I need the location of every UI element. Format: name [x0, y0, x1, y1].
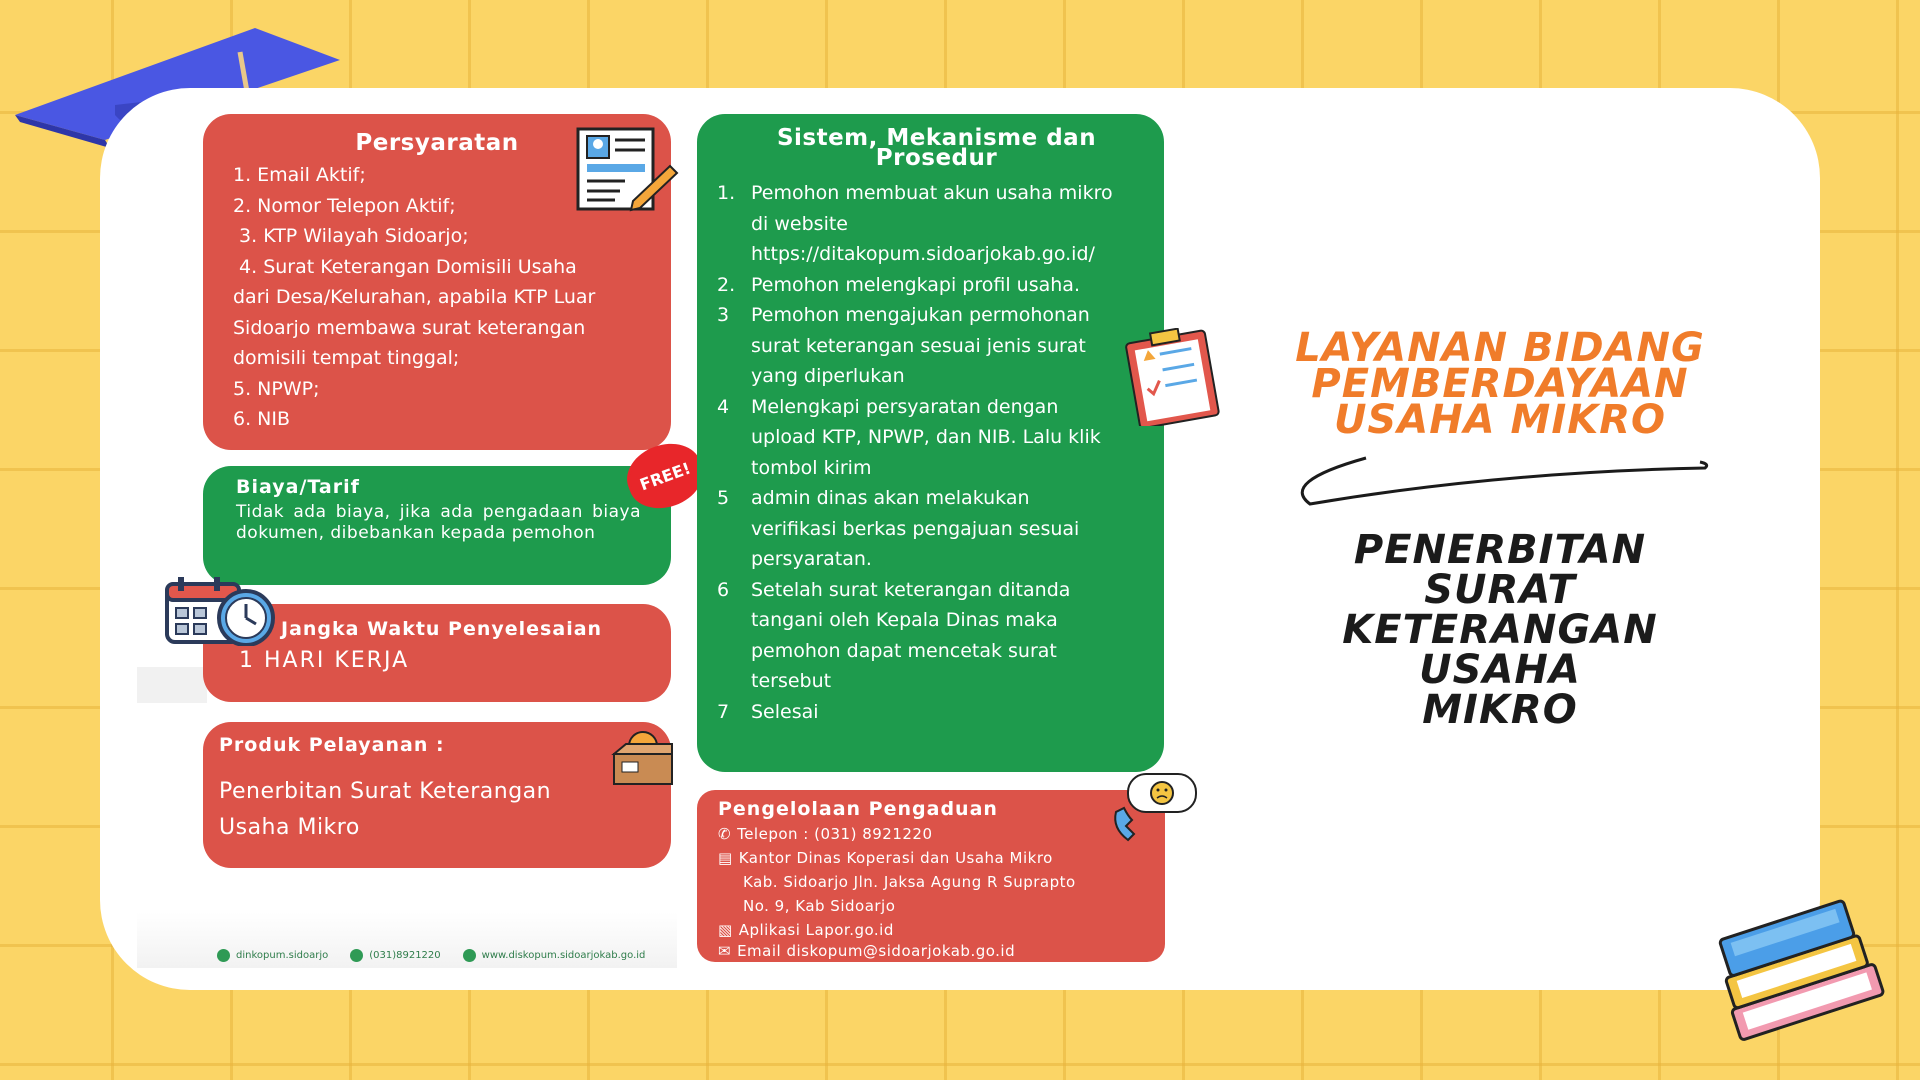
step-number: 5 — [717, 487, 730, 509]
pengaduan-aplikasi-text: Aplikasi Lapor.go.id — [738, 921, 894, 939]
jangka-title: Jangka Waktu Penyelesaian — [281, 618, 603, 640]
sistem-card — [697, 114, 1164, 772]
step-item — [717, 178, 1156, 270]
list-item: 4. Surat Keterangan Domisili Usaha — [233, 255, 577, 278]
instagram-icon — [217, 949, 230, 962]
step-line: tersebut — [751, 670, 832, 692]
step-line: https://ditakopum.sidoarjokab.go.id/ — [751, 243, 1095, 265]
swoosh-underline — [1300, 452, 1710, 512]
step-line: upload KTP, NPWP, dan NIB. Lalu klik — [751, 426, 1101, 448]
biaya-text: Tidak ada biaya, jika ada pengadaan biaya dokumen, dibebankan kepada pemohon — [236, 502, 641, 543]
step-number: 3 — [717, 304, 730, 326]
pengaduan-title: Pengelolaan Pengaduan — [718, 798, 998, 820]
resume-icon — [575, 126, 680, 212]
headline-sub1: PENERBITAN SURAT — [1353, 527, 1647, 613]
headline-sub2: KETERANGAN USAHA — [1342, 607, 1658, 693]
step-number: 4 — [717, 395, 730, 418]
step-line: di website — [751, 212, 848, 235]
biaya-card — [203, 466, 671, 585]
persyaratan-title: Persyaratan — [355, 130, 519, 156]
step-line: pemohon dapat mencetak surat — [751, 639, 1057, 662]
step-number: 6 — [717, 578, 730, 601]
step-line: persyaratan. — [751, 548, 872, 570]
sistem-title: Sistem, Mekanisme dan Prosedur — [776, 125, 1097, 171]
produk-card — [203, 722, 671, 868]
step-line: Pemohon melengkapi profil usaha. — [751, 273, 1080, 296]
list-item: Sidoarjo membawa surat keterangan — [233, 316, 586, 339]
pengaduan-kantor-line3: No. 9, Kab Sidoarjo — [743, 897, 896, 915]
calendar-clock-icon — [164, 574, 282, 646]
step-item — [717, 270, 1156, 301]
produk-title: Produk Pelayanan : — [219, 734, 445, 756]
free-badge-label: FREE! — [637, 458, 693, 494]
list-item: 3. KTP Wilayah Sidoarjo; — [233, 225, 469, 247]
step-line: Setelah surat keterangan ditanda — [751, 578, 1071, 601]
headline-line2: PEMBERDAYAAN — [1311, 361, 1689, 407]
step-number: 2. — [717, 273, 736, 296]
headline-line1: LAYANAN BIDANG — [1295, 325, 1705, 371]
biaya-title: Biaya/Tarif — [236, 476, 360, 498]
step-line: tombol kirim — [751, 456, 872, 479]
whatsapp-icon — [350, 949, 363, 962]
list-item: 5. NPWP; — [233, 377, 320, 400]
step-item — [717, 483, 1156, 575]
pengaduan-telepon — [718, 822, 1155, 846]
pengaduan-email-text: Email diskopum@sidoarjokab.go.id — [737, 942, 1016, 960]
step-line: tangani oleh Kepala Dinas maka — [751, 609, 1058, 631]
pengaduan-kantor-line2: Kab. Sidoarjo Jln. Jaksa Agung R Suprapto — [743, 873, 1076, 891]
step-item — [717, 300, 1156, 392]
phone-chat-icon — [1110, 772, 1200, 846]
phone-icon: ✆ — [718, 825, 732, 843]
document-icon: ▧ — [718, 921, 733, 939]
mail-icon: ✉ — [718, 942, 732, 960]
clipboard-icon — [1122, 328, 1226, 426]
footer-instagram — [217, 949, 328, 962]
building-icon: ▤ — [718, 849, 733, 867]
headline-line3: USAHA MIKRO — [1333, 397, 1667, 443]
headline-title — [1280, 325, 1720, 443]
step-number: 1. — [717, 182, 736, 204]
pengaduan-email — [718, 942, 1155, 960]
list-item: 2. Nomor Telepon Aktif; — [233, 194, 456, 217]
step-line: yang diperlukan — [751, 365, 905, 387]
step-line: verifikasi berkas pengajuan sesuai — [751, 517, 1080, 540]
list-item: 1. Email Aktif; — [233, 164, 366, 186]
pengaduan-aplikasi — [718, 918, 1155, 942]
produk-text: Penerbitan Surat Keterangan Usaha Mikro — [219, 779, 552, 840]
list-item: domisili tempat tinggal; — [233, 347, 460, 369]
footer-phone — [350, 949, 440, 962]
headline-sub3: MIKRO — [1422, 687, 1578, 733]
footer-phone-text: (031)8921220 — [369, 950, 441, 961]
footer-website — [463, 949, 646, 962]
pengaduan-card — [697, 790, 1165, 962]
footer-website-text: www.diskopum.sidoarjokab.go.id — [481, 950, 646, 961]
step-line: Selesai — [751, 700, 819, 723]
gift-box-icon — [608, 730, 678, 786]
sistem-steps — [717, 178, 1156, 727]
headline-subtitle — [1280, 527, 1720, 733]
step-line: Pemohon mengajukan permohonan — [751, 304, 1090, 326]
pengaduan-kantor-line1: Kantor Dinas Koperasi dan Usaha Mikro — [738, 849, 1053, 867]
step-line: admin dinas akan melakukan — [751, 487, 1030, 509]
step-line: Pemohon membuat akun usaha mikro — [751, 182, 1113, 204]
list-item: dari Desa/Kelurahan, apabila KTP Luar — [233, 286, 596, 308]
step-item — [717, 575, 1156, 697]
pengaduan-telepon-text: Telepon : (031) 8921220 — [737, 825, 933, 843]
pengaduan-kantor — [718, 846, 1155, 870]
footer-bar — [137, 912, 677, 968]
step-number: 7 — [717, 700, 730, 723]
jangka-value: 1 HARI KERJA — [239, 648, 410, 673]
list-item: 6. NIB — [233, 408, 291, 430]
step-line: surat keterangan sesuai jenis surat — [751, 334, 1086, 357]
books-icon — [1700, 878, 1890, 1048]
footer-instagram-text: dinkopum.sidoarjo — [236, 950, 329, 961]
step-item — [717, 392, 1156, 484]
globe-icon — [463, 949, 476, 962]
step-item — [717, 697, 1156, 728]
decorative-strip — [137, 667, 207, 703]
step-line: Melengkapi persyaratan dengan — [751, 395, 1059, 418]
